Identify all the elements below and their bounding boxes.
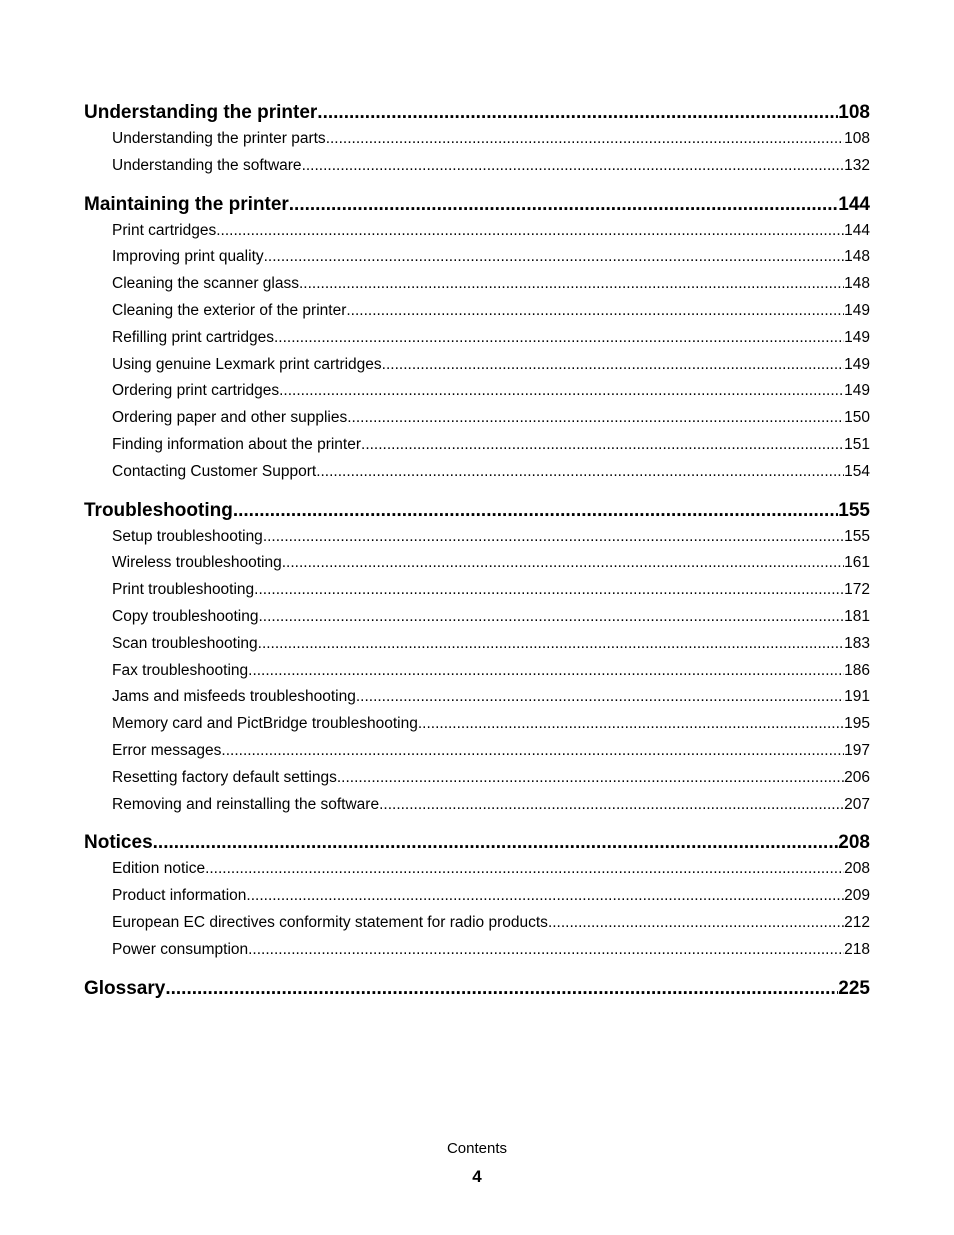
- dot-leader: [289, 191, 839, 218]
- toc-entry-title: Scan troubleshooting: [112, 634, 258, 652]
- toc-subsection-entry[interactable]: [112, 405, 870, 432]
- toc-entry-title: Cleaning the exterior of the printer: [112, 301, 347, 319]
- toc-subsection-entry[interactable]: [112, 711, 870, 738]
- toc-entry-page-number: 144: [844, 221, 870, 239]
- toc-entry-page-number: 183: [844, 634, 870, 652]
- toc-entry-page-number: 207: [844, 795, 870, 813]
- toc-subsection-entry[interactable]: [112, 218, 870, 245]
- toc-entry-title: Setup troubleshooting: [112, 527, 263, 545]
- toc-subsection-entry[interactable]: [112, 432, 870, 459]
- toc-subsection-entry[interactable]: [112, 298, 870, 325]
- dot-leader: [263, 524, 844, 551]
- toc-entry-title: Finding information about the printer: [112, 435, 362, 453]
- toc-entry-page-number: 209: [844, 887, 870, 905]
- dot-leader: [302, 153, 845, 180]
- toc-chapter-entry[interactable]: [84, 829, 870, 856]
- toc-chapter-entry[interactable]: [84, 191, 870, 218]
- toc-entry-title: Refilling print cartridges: [112, 328, 274, 346]
- toc-entry-page-number: 149: [844, 328, 870, 346]
- toc-chapter-entry[interactable]: [84, 497, 870, 524]
- toc-subsection-entry[interactable]: [112, 126, 870, 153]
- toc-subsection-entry[interactable]: [112, 792, 870, 819]
- toc-subsection-entry[interactable]: [112, 883, 870, 910]
- toc-entry-page-number: 212: [844, 913, 870, 931]
- dot-leader: [248, 937, 844, 964]
- toc-entry-page-number: 155: [838, 499, 870, 521]
- dot-leader: [361, 432, 844, 459]
- toc-chapter-entry[interactable]: [84, 99, 870, 126]
- toc-entry-title: Understanding the software: [112, 156, 302, 174]
- dot-leader: [379, 792, 844, 819]
- dot-leader: [258, 631, 844, 658]
- toc-entry-page-number: 155: [844, 527, 870, 545]
- dot-leader: [205, 856, 844, 883]
- toc-entry-title: Understanding the printer: [84, 102, 318, 123]
- toc-entry-title: Glossary: [84, 977, 166, 999]
- toc-entry-page-number: 181: [844, 607, 870, 625]
- toc-entry-title: Product information: [112, 887, 247, 905]
- toc-subsection-entry[interactable]: [112, 244, 870, 271]
- toc-entry-page-number: 197: [844, 741, 870, 759]
- toc-entry-title: Maintaining the printer: [84, 193, 289, 215]
- toc-section: [84, 191, 870, 486]
- toc-subsection-entry[interactable]: [112, 352, 870, 379]
- toc-subsection-entry[interactable]: [112, 910, 870, 937]
- toc-entry-title: Power consumption: [112, 940, 249, 958]
- dot-leader: [346, 298, 844, 325]
- toc-entry-page-number: 151: [844, 435, 870, 453]
- toc-entry-title: Ordering paper and other supplies: [112, 409, 348, 427]
- toc-chapter-entry[interactable]: [84, 975, 870, 1002]
- dot-leader: [259, 604, 845, 631]
- toc-entry-title: Fax troubleshooting: [112, 661, 249, 679]
- toc-entry-page-number: 154: [844, 462, 870, 480]
- toc-entry-page-number: 149: [844, 382, 870, 400]
- toc-section: [84, 99, 870, 180]
- toc-entry-page-number: 149: [844, 301, 870, 319]
- toc-entry-page-number: 108: [844, 130, 870, 147]
- toc-entry-page-number: 195: [844, 715, 870, 733]
- dot-leader: [248, 658, 844, 685]
- toc-subsection-entry[interactable]: [112, 604, 870, 631]
- toc-subsection-entry[interactable]: [112, 577, 870, 604]
- toc-entry-page-number: 225: [838, 977, 870, 999]
- toc-entry-title: Print cartridges: [112, 221, 217, 239]
- toc-entry-page-number: 149: [844, 355, 870, 373]
- toc-subsection-entry[interactable]: [112, 738, 870, 765]
- toc-subsection-entry[interactable]: [112, 658, 870, 685]
- dot-leader: [221, 738, 844, 765]
- toc-subsection-entry[interactable]: [112, 856, 870, 883]
- dot-leader: [382, 352, 844, 379]
- toc-entry-page-number: 148: [844, 248, 870, 266]
- toc-subsection-entry[interactable]: [112, 271, 870, 298]
- toc-entry-title: Ordering print cartridges: [112, 382, 280, 400]
- toc-entry-title: Resetting factory default settings: [112, 768, 337, 786]
- toc-entry-page-number: 208: [844, 860, 870, 878]
- toc-entry-title: Cleaning the scanner glass: [112, 275, 299, 293]
- toc-section: [84, 497, 870, 819]
- toc-entry-title: Troubleshooting: [84, 499, 233, 521]
- dot-leader: [326, 126, 844, 153]
- toc-entry-title: Contacting Customer Support: [112, 462, 317, 480]
- toc-subsection-entry[interactable]: [112, 937, 870, 964]
- dot-leader: [246, 883, 844, 910]
- toc-subsection-entry[interactable]: [112, 524, 870, 551]
- dot-leader: [317, 99, 838, 126]
- toc-entry-page-number: 150: [844, 409, 870, 427]
- toc-entry-title: Jams and misfeeds troubleshooting: [112, 688, 356, 706]
- dot-leader: [254, 577, 844, 604]
- toc-subsection-entry[interactable]: [112, 550, 870, 577]
- toc-entry-title: Removing and reinstalling the software: [112, 795, 380, 813]
- toc-entry-page-number: 191: [844, 688, 870, 706]
- toc-entry-page-number: 161: [844, 554, 870, 572]
- dot-leader: [316, 459, 844, 486]
- toc-entry-title: Copy troubleshooting: [112, 607, 259, 625]
- toc-entry-page-number: 172: [844, 581, 870, 599]
- dot-leader: [356, 684, 844, 711]
- toc-subsection-entry[interactable]: [112, 378, 870, 405]
- toc-entry-page-number: 218: [844, 940, 870, 958]
- dot-leader: [153, 829, 839, 856]
- toc-entry-page-number: 144: [838, 193, 870, 215]
- toc-subsection-entry[interactable]: [112, 459, 870, 486]
- dot-leader: [165, 975, 838, 1002]
- toc-entry-page-number: 148: [844, 275, 870, 293]
- toc-subsection-entry[interactable]: [112, 153, 870, 180]
- dot-leader: [337, 765, 844, 792]
- toc-entry-title: European EC directives conformity statement for radio products: [112, 913, 548, 931]
- toc-entry-page-number: 108: [838, 102, 870, 123]
- dot-leader: [418, 711, 844, 738]
- toc-entry-title: Edition notice: [112, 860, 206, 878]
- toc-entry-page-number: 186: [844, 661, 870, 679]
- toc-entry-title: Improving print quality: [112, 248, 264, 266]
- dot-leader: [216, 218, 844, 245]
- toc-entry-page-number: 132: [844, 156, 870, 174]
- footer-page-number: 4: [472, 1167, 482, 1186]
- toc-entry-page-number: 206: [844, 768, 870, 786]
- dot-leader: [264, 244, 845, 271]
- toc-subsection-entry[interactable]: [112, 325, 870, 352]
- dot-leader: [279, 378, 844, 405]
- dot-leader: [274, 325, 844, 352]
- dot-leader: [282, 550, 844, 577]
- toc-entry-page-number: 208: [838, 832, 870, 854]
- toc-section: [84, 975, 870, 1002]
- toc-entry-title: Understanding the printer parts: [112, 130, 326, 147]
- toc-section: [84, 829, 870, 963]
- toc-entry-title: Memory card and PictBridge troubleshooting: [112, 715, 418, 733]
- toc-entry-title: Using genuine Lexmark print cartridges: [112, 355, 382, 373]
- dot-leader: [347, 405, 844, 432]
- dot-leader: [233, 497, 838, 524]
- toc-entry-title: Notices: [84, 832, 153, 854]
- dot-leader: [548, 910, 844, 937]
- toc-subsection-entry[interactable]: [112, 631, 870, 658]
- toc-entry-title: Error messages: [112, 741, 222, 759]
- toc-subsection-entry[interactable]: [112, 765, 870, 792]
- toc-entry-title: Print troubleshooting: [112, 581, 255, 599]
- table-of-contents: [84, 99, 870, 1002]
- toc-entry-title: Wireless troubleshooting: [112, 554, 282, 572]
- footer-section-label: Contents: [446, 1140, 508, 1157]
- dot-leader: [299, 271, 844, 298]
- toc-subsection-entry[interactable]: [112, 684, 870, 711]
